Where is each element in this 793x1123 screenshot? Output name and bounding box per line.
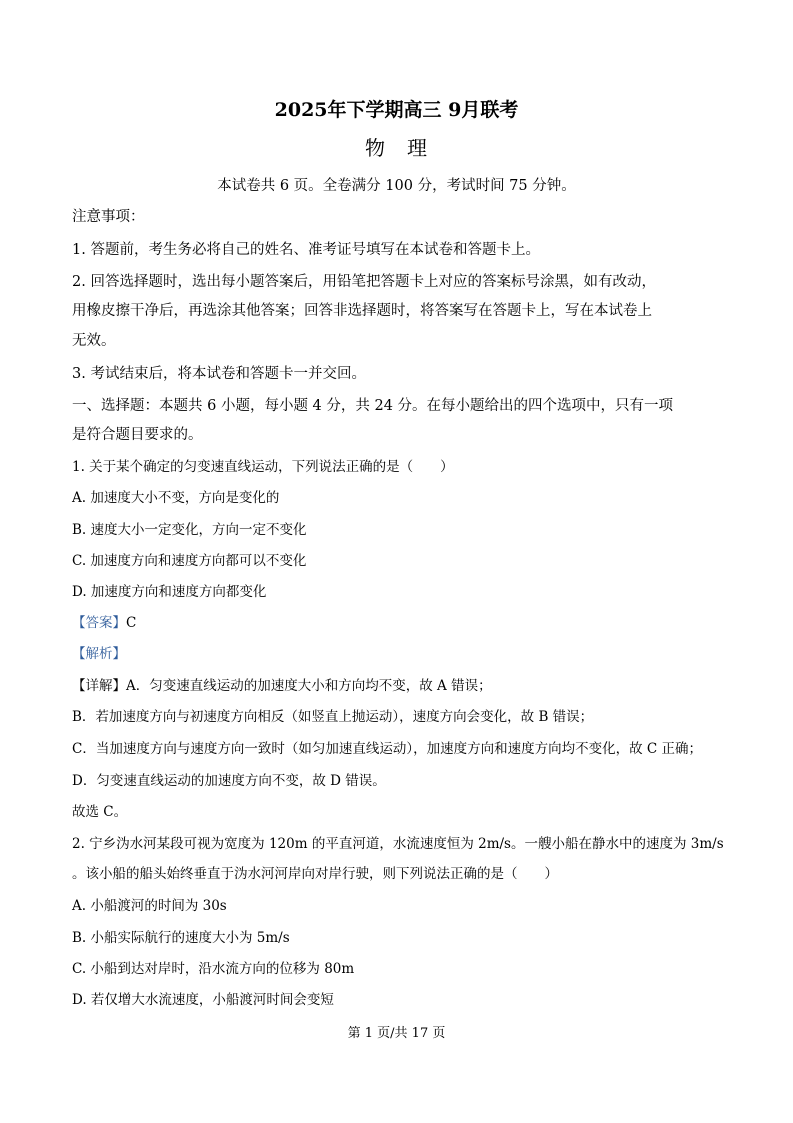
note-item: 1. 答题前，考生务必将自己的姓名、准考证号填写在本试卷和答题卡上。 xyxy=(72,242,540,258)
q2-stem: 2. 宁乡沩水河某段可视为宽度为 120m 的平直河道，水流速度恒为 2m/s。一艘小船在静水中的速度为 3m/s xyxy=(72,836,724,852)
q2-option-b: B. 小船实际航行的速度大小为 5m/s xyxy=(72,930,290,946)
q1-option-c: C. 加速度方向和速度方向都可以不变化 xyxy=(72,553,307,569)
q1-option-a: A. 加速度大小不变，方向是变化的 xyxy=(72,490,280,506)
notes-heading: 注意事项： xyxy=(72,209,145,225)
page-footer: 第 1 页/共 17 页 xyxy=(347,1026,446,1041)
exam-intro: 本试卷共 6 页。全卷满分 100 分，考试时间 75 分钟。 xyxy=(217,178,576,194)
note-item: 3. 考试结束后，将本试卷和答题卡一并交回。 xyxy=(72,366,366,382)
q1-option-d: D. 加速度方向和速度方向都变化 xyxy=(72,584,267,600)
q2-option-c: C. 小船到达对岸时，沿水流方向的位移为 80m xyxy=(72,961,355,977)
section-heading: 一、选择题：本题共 6 小题，每小题 4 分，共 24 分。在每小题给出的四个选项中，只有一项 xyxy=(72,398,674,414)
analysis-tag: 【解析】 xyxy=(72,646,126,662)
q1-answer-line xyxy=(72,613,136,633)
q1-option-b: B. 速度大小一定变化，方向一定不变化 xyxy=(72,522,307,538)
q2-option-d: D. 若仅增大水流速度，小船渡河时间会变短 xyxy=(72,992,334,1008)
exam-title: 2025年下学期高三 9月联考 xyxy=(274,99,519,121)
section-heading-cont: 是符合题目要求的。 xyxy=(72,427,203,443)
q1-detail-line xyxy=(72,676,492,696)
note-item: 用橡皮擦干净后，再选涂其他答案；回答非选择题时，将答案写在答题卡上，写在本试卷上 xyxy=(72,303,652,319)
note-item: 2. 回答选择题时，选出每小题答案后，用铅笔把答题卡上对应的答案标号涂黑，如有改动， xyxy=(72,274,656,290)
q1-detail-line: D．匀变速直线运动的加速度方向不变，故 D 错误。 xyxy=(72,773,386,789)
q1-conclusion: 故选 C。 xyxy=(72,804,128,820)
detail-tag: 【详解】 xyxy=(72,678,126,694)
q1-stem: 1. 关于某个确定的匀变速直线运动，下列说法正确的是（ ） xyxy=(72,459,454,475)
note-item: 无效。 xyxy=(72,333,116,349)
q1-detail-line: C．当加速度方向与速度方向一致时（如匀加速直线运动），加速度方向和速度方向均不变化，故 C 正确； xyxy=(72,741,702,757)
subject-title: 物 理 xyxy=(365,136,428,160)
q1-detail-line: B．若加速度方向与初速度方向相反（如竖直上抛运动），速度方向会变化，故 B 错误； xyxy=(72,709,594,725)
answer-tag: 【答案】 xyxy=(72,615,126,631)
detail-text: A．匀变速直线运动的加速度大小和方向均不变，故 A 错误； xyxy=(126,678,492,694)
q2-stem-cont: 。该小船的船头始终垂直于沩水河河岸向对岸行驶，则下列说法正确的是（ ） xyxy=(72,866,558,882)
answer-value: C xyxy=(126,615,137,631)
q2-option-a: A. 小船渡河的时间为 30s xyxy=(72,898,227,914)
